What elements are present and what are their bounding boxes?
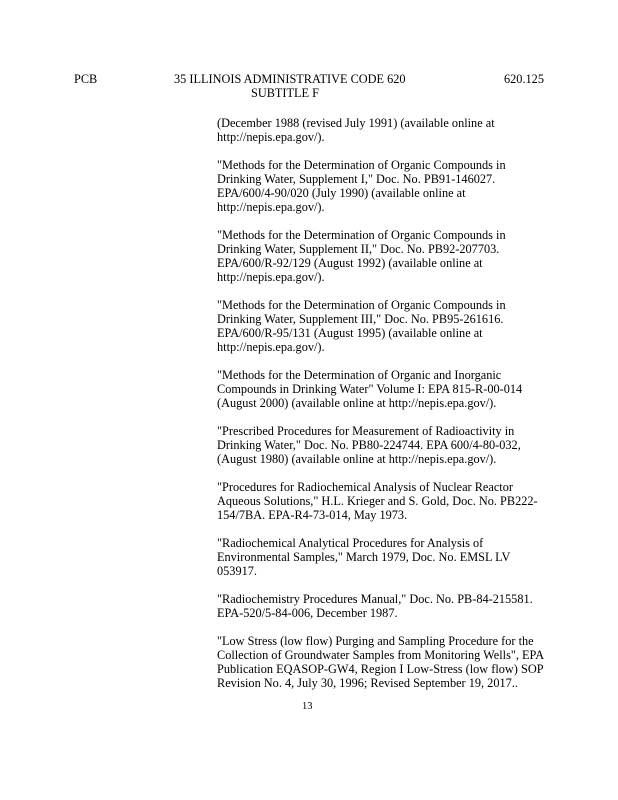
reference-line: Drinking Water, Supplement III," Doc. No. PB95-261616. — [217, 312, 504, 326]
reference-line: (December 1988 (revised July 1991) (available online at — [217, 116, 495, 130]
reference-line: "Procedures for Radiochemical Analysis of Nuclear Reactor — [217, 480, 513, 494]
reference-line: EPA/600/R-92/129 (August 1992) (available online at — [217, 256, 483, 270]
reference-line: Collection of Groundwater Samples from Monitoring Wells", EPA — [217, 648, 545, 662]
reference-line: (August 2000) (available online at http://nepis.epa.gov/). — [217, 396, 497, 410]
header-subtitle: SUBTITLE F — [251, 86, 319, 100]
reference-entry — [217, 368, 567, 410]
reference-entry — [217, 480, 567, 522]
reference-entry — [217, 424, 567, 466]
reference-line: Compounds in Drinking Water" Volume I: EPA 815-R-00-014 — [217, 382, 523, 396]
reference-line: http://nepis.epa.gov/). — [217, 130, 325, 144]
reference-line: http://nepis.epa.gov/). — [217, 340, 325, 354]
reference-line: Drinking Water, Supplement I," Doc. No. PB91-146027. — [217, 172, 496, 186]
header-title: 35 ILLINOIS ADMINISTRATIVE CODE 620 — [174, 72, 406, 86]
reference-entry — [217, 298, 567, 354]
reference-line: EPA-520/5-84-006, December 1987. — [217, 606, 398, 620]
reference-line: 154/7BA. EPA-R4-73-014, May 1973. — [217, 508, 408, 522]
reference-line: http://nepis.epa.gov/). — [217, 270, 325, 284]
reference-line: Drinking Water, Supplement II," Doc. No. PB92-207703. — [217, 242, 500, 256]
reference-line: (August 1980) (available online at http://nepis.epa.gov/). — [217, 452, 497, 466]
header-section-number: 620.125 — [504, 72, 544, 86]
reference-line: EPA/600/R-95/131 (August 1995) (available online at — [217, 326, 483, 340]
reference-line: "Radiochemistry Procedures Manual," Doc. No. PB-84-215581. — [217, 592, 533, 606]
reference-line: 053917. — [217, 564, 257, 578]
reference-line: EPA/600/4-90/020 (July 1990) (available online at — [217, 186, 466, 200]
reference-entry — [217, 536, 567, 578]
reference-line: "Methods for the Determination of Organic Compounds in — [217, 228, 506, 242]
reference-list — [217, 116, 567, 704]
reference-line: "Methods for the Determination of Organic Compounds in — [217, 158, 506, 172]
reference-line: "Methods for the Determination of Organic Compounds in — [217, 298, 506, 312]
reference-line: "Methods for the Determination of Organic and Inorganic — [217, 368, 502, 382]
reference-entry — [217, 228, 567, 284]
page-number: 13 — [302, 701, 313, 712]
reference-line: Revision No. 4, July 30, 1996; Revised September 19, 2017.. — [217, 676, 518, 690]
reference-entry — [217, 158, 567, 214]
reference-entry — [217, 634, 567, 690]
reference-entry — [217, 592, 567, 620]
reference-line: Aqueous Solutions," H.L. Krieger and S. Gold, Doc. No. PB222- — [217, 494, 538, 508]
reference-line: Drinking Water," Doc. No. PB80-224744. EPA 600/4-80-032, — [217, 438, 521, 452]
reference-line: Publication EQASOP-GW4, Region I Low-Stress (low flow) SOP — [217, 662, 544, 676]
header-left: PCB — [74, 72, 98, 86]
reference-line: http://nepis.epa.gov/). — [217, 200, 325, 214]
reference-line: "Radiochemical Analytical Procedures for Analysis of — [217, 536, 484, 550]
reference-line: Environmental Samples," March 1979, Doc. No. EMSL LV — [217, 550, 511, 564]
reference-entry — [217, 116, 567, 144]
reference-line: "Low Stress (low flow) Purging and Sampling Procedure for the — [217, 634, 534, 648]
reference-line: "Prescribed Procedures for Measurement of Radioactivity in — [217, 424, 515, 438]
